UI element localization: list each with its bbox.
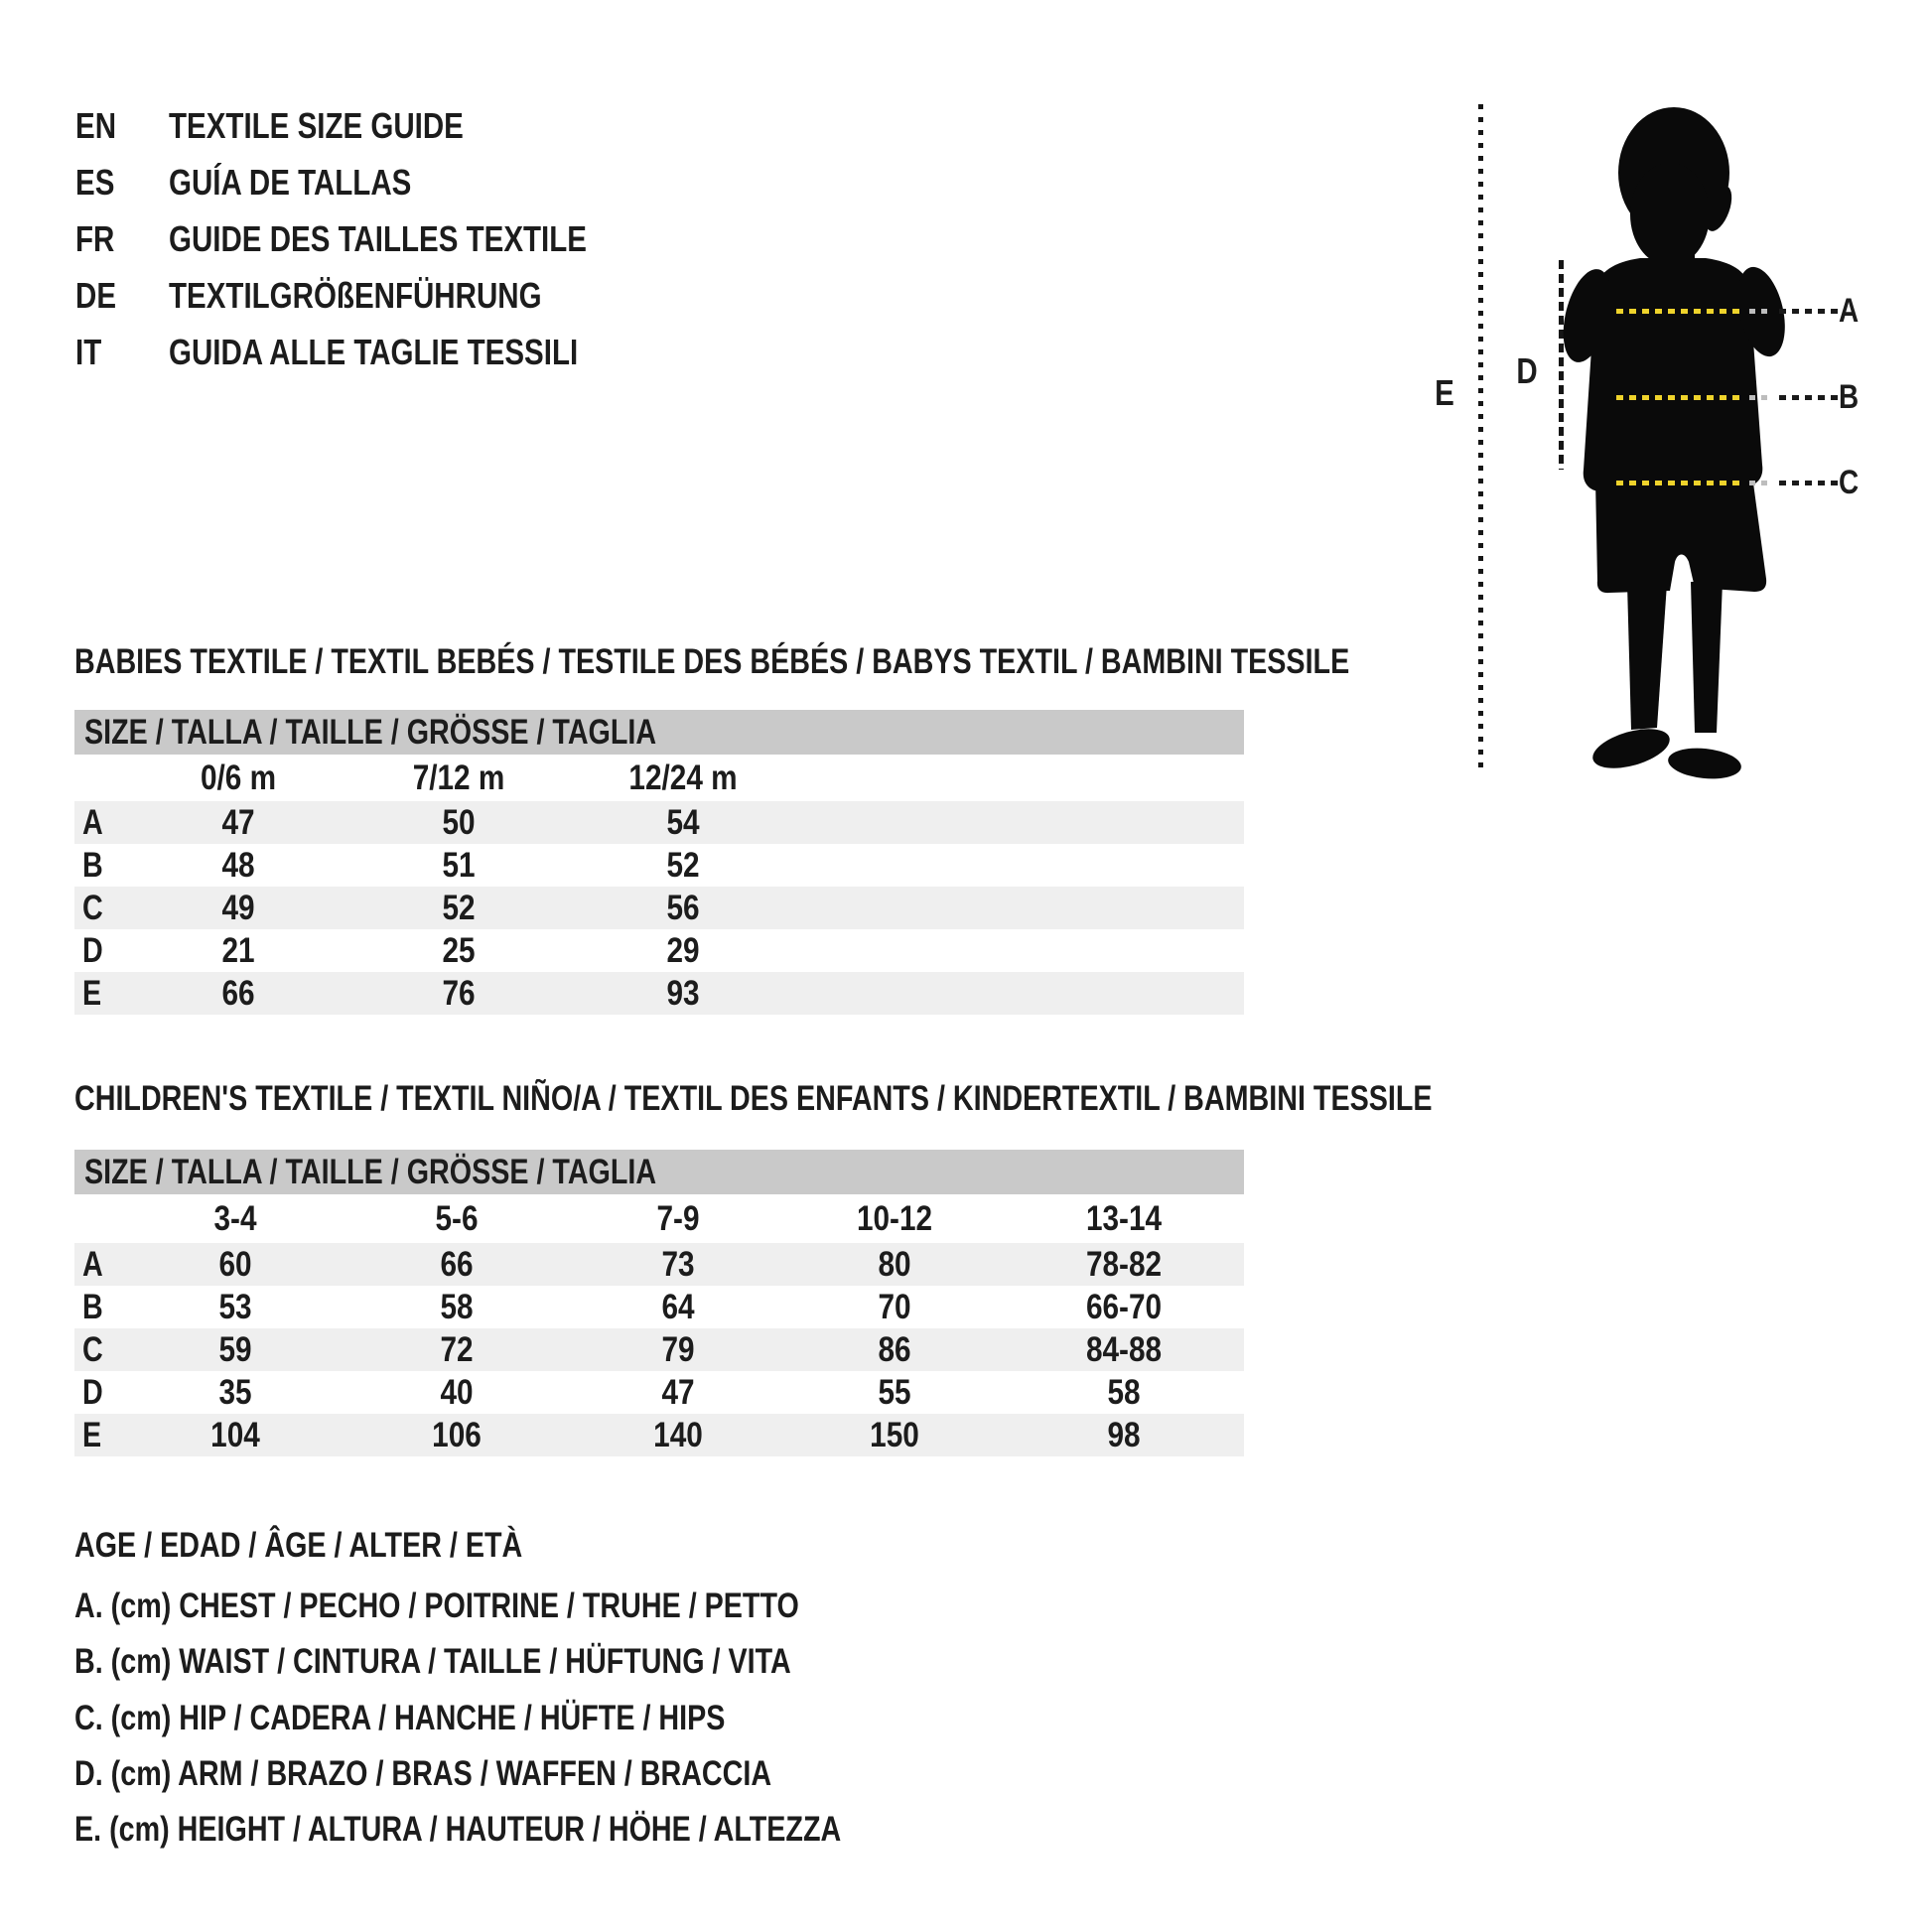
waist-measure-dots-b <box>1616 395 1743 400</box>
table-cell: 50 <box>442 802 476 842</box>
table-cell: 84-88 <box>1085 1329 1163 1369</box>
row-label: C <box>82 1329 103 1369</box>
table-cell: 76 <box>442 973 476 1013</box>
table-cell: 66 <box>440 1244 474 1284</box>
table-cell: 56 <box>666 888 700 927</box>
table-cell: 59 <box>218 1329 252 1369</box>
table-cell: 66-70 <box>1085 1287 1163 1326</box>
legend-line-chest: A. (cm) CHEST / PECHO / POITRINE / TRUHE / PETTO <box>74 1587 799 1625</box>
language-title: GUIDE DES TAILLES TEXTILE <box>169 218 587 259</box>
table-row <box>74 1328 1244 1371</box>
babies-size-header-bar: SIZE / TALLA / TAILLE / GRÖSSE / TAGLIA <box>74 710 1244 755</box>
table-cell: 52 <box>442 888 476 927</box>
table-cell: 55 <box>878 1372 911 1412</box>
table-row <box>74 801 1244 844</box>
table-row <box>74 887 1244 929</box>
table-cell: 64 <box>661 1287 695 1326</box>
column-header: 13-14 <box>1085 1198 1163 1238</box>
table-cell: 47 <box>661 1372 695 1412</box>
table-row <box>74 972 1244 1015</box>
table-cell: 58 <box>440 1287 474 1326</box>
table-cell: 60 <box>218 1244 252 1284</box>
measure-label-c: C <box>1839 464 1860 501</box>
column-header: 10-12 <box>856 1198 933 1238</box>
table-cell: 72 <box>440 1329 474 1369</box>
table-row <box>74 1243 1244 1286</box>
table-cell: 25 <box>442 930 476 970</box>
children-column-headers <box>74 1194 1244 1243</box>
column-header: 3-4 <box>213 1198 257 1238</box>
table-cell: 93 <box>666 973 700 1013</box>
measure-label-a: A <box>1839 292 1860 330</box>
measure-label-b: B <box>1839 378 1860 416</box>
waist-measure-connector-b <box>1779 395 1839 400</box>
children-size-header-bar: SIZE / TALLA / TAILLE / GRÖSSE / TAGLIA <box>74 1150 1244 1194</box>
language-title: GUÍA DE TALLAS <box>169 162 412 203</box>
legend-line-waist: B. (cm) WAIST / CINTURA / TAILLE / HÜFTUNG / VITA <box>74 1642 791 1681</box>
table-cell: 51 <box>442 845 476 885</box>
row-label: A <box>82 1244 103 1284</box>
language-row-es <box>0 164 794 202</box>
table-cell: 106 <box>432 1415 482 1454</box>
row-label: E <box>82 1415 102 1454</box>
waist-measure-dots-fade <box>1749 395 1773 400</box>
children-table-rows <box>74 1243 1244 1456</box>
language-title: TEXTILGRÖßENFÜHRUNG <box>169 275 542 316</box>
column-header: 7/12 m <box>412 758 505 797</box>
language-row-it <box>0 334 794 371</box>
table-cell: 140 <box>653 1415 703 1454</box>
babies-column-headers <box>74 755 1244 801</box>
babies-section-title: BABIES TEXTILE / TEXTIL BEBÉS / TESTILE DES BÉBÉS / BABYS TEXTIL / BAMBINI TESSILE <box>74 642 1350 681</box>
column-header: 0/6 m <box>200 758 277 797</box>
chest-measure-connector-a <box>1779 309 1839 314</box>
table-cell: 21 <box>221 930 255 970</box>
language-code: DE <box>75 275 117 316</box>
table-row <box>74 1414 1244 1456</box>
table-cell: 79 <box>661 1329 695 1369</box>
table-cell: 73 <box>661 1244 695 1284</box>
children-section-title: CHILDREN'S TEXTILE / TEXTIL NIÑO/A / TEXTIL DES ENFANTS / KINDERTEXTIL / BAMBINI TESSILE <box>74 1079 1433 1118</box>
row-label: C <box>82 888 103 927</box>
table-cell: 29 <box>666 930 700 970</box>
hip-measure-dots-c <box>1616 481 1743 485</box>
language-title: GUIDA ALLE TAGLIE TESSILI <box>169 332 579 372</box>
row-label: B <box>82 845 103 885</box>
babies-table-rows <box>74 801 1244 1015</box>
column-header: 5-6 <box>435 1198 479 1238</box>
child-silhouette-figure <box>1544 87 1842 792</box>
row-label: D <box>82 1372 103 1412</box>
chest-measure-dots-fade <box>1749 309 1773 314</box>
row-label: A <box>82 802 103 842</box>
legend-line-arm: D. (cm) ARM / BRAZO / BRAS / WAFFEN / BRACCIA <box>74 1754 772 1793</box>
language-code: ES <box>75 162 115 203</box>
row-label: B <box>82 1287 103 1326</box>
table-row <box>74 1286 1244 1328</box>
table-cell: 48 <box>221 845 255 885</box>
language-code: IT <box>75 332 102 372</box>
table-row <box>74 1371 1244 1414</box>
row-label: D <box>82 930 103 970</box>
row-label: E <box>82 973 102 1013</box>
legend-line-height: E. (cm) HEIGHT / ALTURA / HAUTEUR / HÖHE / ALTEZZA <box>74 1810 842 1849</box>
table-cell: 150 <box>870 1415 919 1454</box>
table-cell: 49 <box>221 888 255 927</box>
hip-measure-dots-fade <box>1749 481 1773 485</box>
chest-measure-dots-a <box>1616 309 1743 314</box>
table-cell: 54 <box>666 802 700 842</box>
table-cell: 40 <box>440 1372 474 1412</box>
table-cell: 35 <box>218 1372 252 1412</box>
table-cell: 70 <box>878 1287 911 1326</box>
legend-line-age: AGE / EDAD / ÂGE / ALTER / ETÀ <box>74 1526 523 1565</box>
table-cell: 104 <box>210 1415 260 1454</box>
language-code: FR <box>75 218 115 259</box>
measure-label-e: E <box>1435 372 1454 413</box>
table-cell: 66 <box>221 973 255 1013</box>
table-cell: 52 <box>666 845 700 885</box>
language-row-fr <box>0 220 794 258</box>
language-row-en <box>0 107 794 145</box>
table-cell: 98 <box>1107 1415 1141 1454</box>
table-row <box>74 844 1244 887</box>
measure-label-d: D <box>1516 350 1538 391</box>
hip-measure-connector-c <box>1779 481 1839 485</box>
column-header: 12/24 m <box>628 758 738 797</box>
table-cell: 80 <box>878 1244 911 1284</box>
table-cell: 78-82 <box>1085 1244 1163 1284</box>
table-cell: 58 <box>1107 1372 1141 1412</box>
legend-line-hip: C. (cm) HIP / CADERA / HANCHE / HÜFTE / HIPS <box>74 1699 726 1737</box>
table-row <box>74 929 1244 972</box>
language-row-de <box>0 277 794 315</box>
language-code: EN <box>75 105 117 146</box>
column-header: 7-9 <box>656 1198 700 1238</box>
table-cell: 47 <box>221 802 255 842</box>
table-cell: 53 <box>218 1287 252 1326</box>
table-cell: 86 <box>878 1329 911 1369</box>
language-title: TEXTILE SIZE GUIDE <box>169 105 464 146</box>
